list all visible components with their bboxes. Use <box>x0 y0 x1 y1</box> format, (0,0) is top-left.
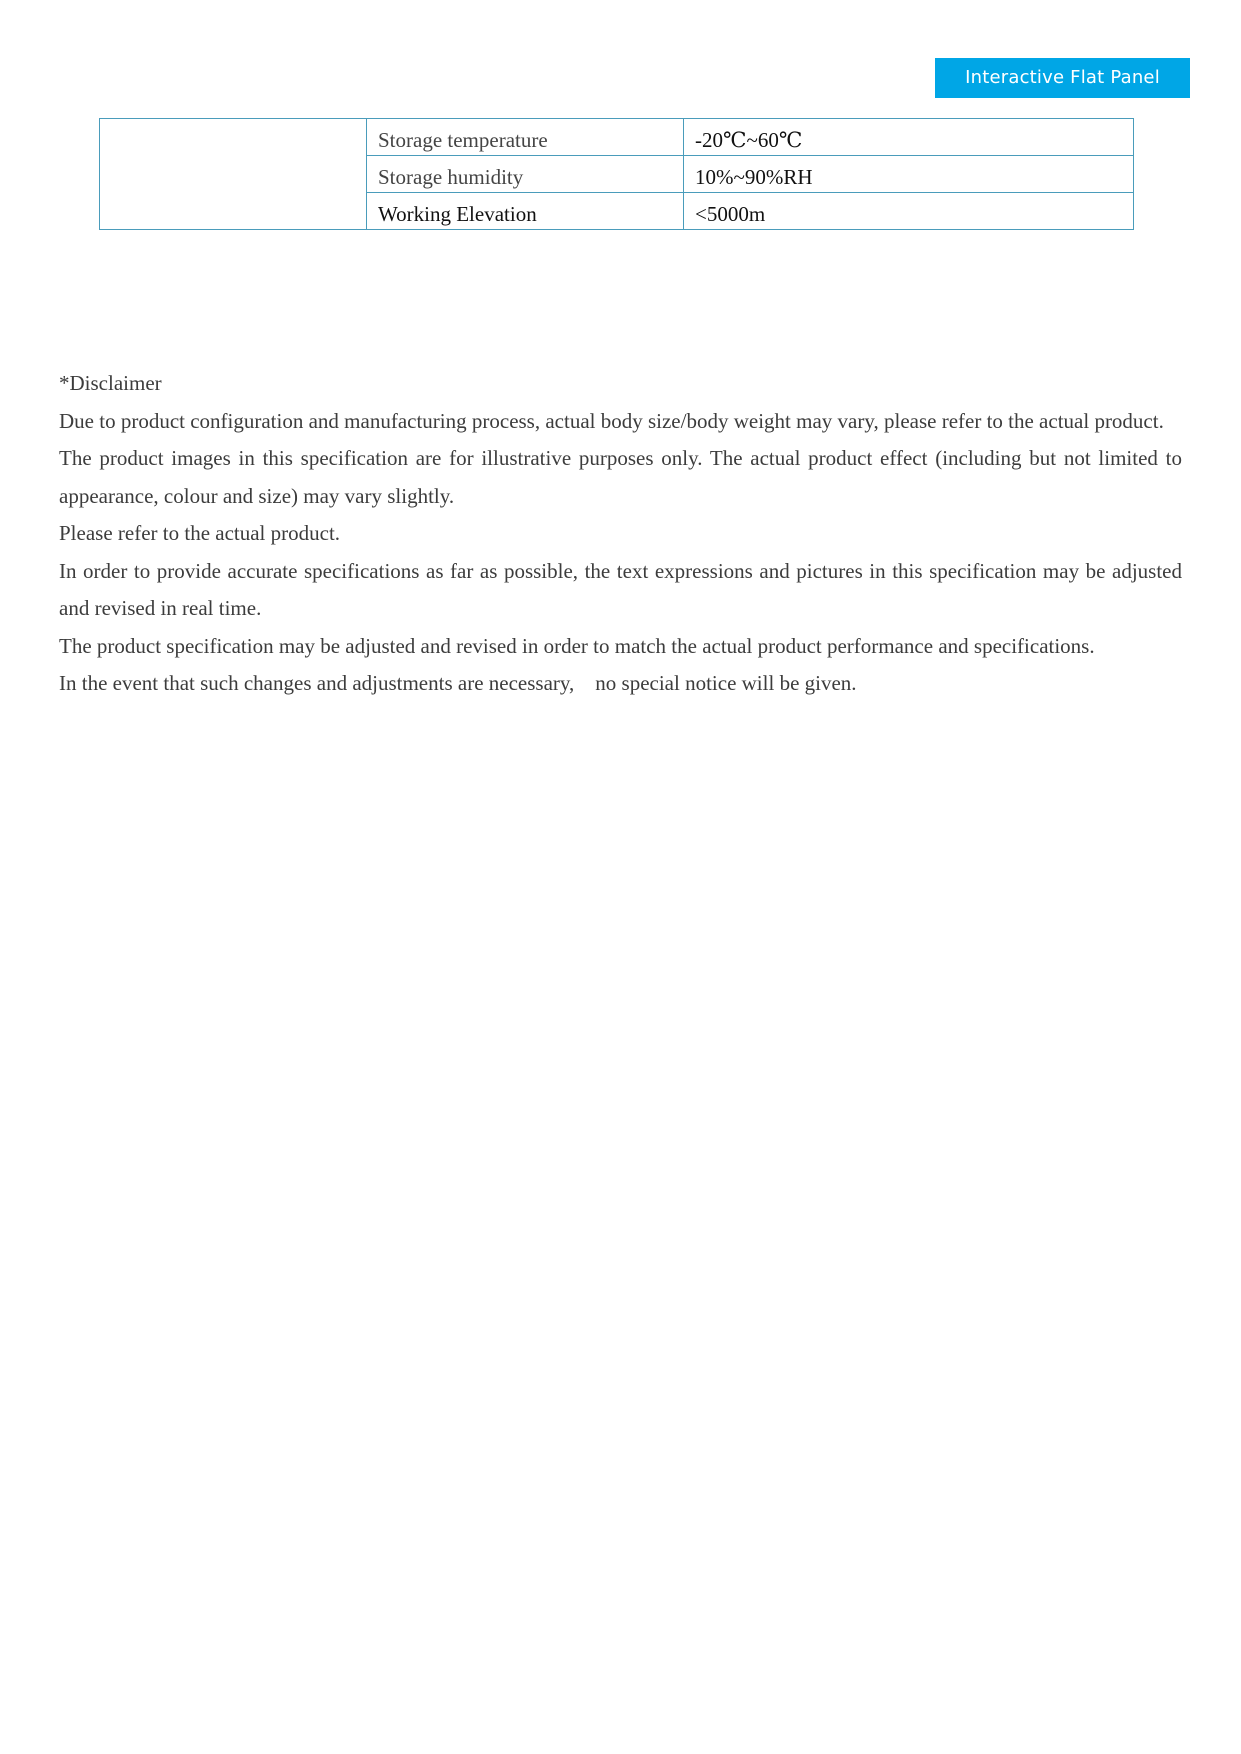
disclaimer-paragraph: Please refer to the actual product. <box>59 521 341 545</box>
spec-value: -20℃~60℃ <box>684 119 1134 156</box>
spec-label: Storage humidity <box>367 156 684 193</box>
document-header-tab: Interactive Flat Panel <box>935 58 1190 98</box>
spec-value: 10%~90%RH <box>684 156 1134 193</box>
disclaimer-paragraph: In the event that such changes and adjustments are necessary, no special notice will be given. <box>59 671 857 695</box>
spec-group-cell <box>100 119 367 230</box>
disclaimer-paragraph: The product specification may be adjusted and revised in order to match the actual product performance and specifications. <box>59 633 1095 658</box>
disclaimer-paragraph: Due to product configuration and manufacturing process, actual body size/body weight may vary, please refer to the actual product. <box>59 408 1164 433</box>
spec-value: <5000m <box>684 193 1134 230</box>
table-row <box>100 119 1134 156</box>
spec-label: Storage temperature <box>367 119 684 156</box>
disclaimer-section <box>59 365 1182 703</box>
disclaimer-title: *Disclaimer <box>59 371 162 395</box>
disclaimer-paragraph: The product images in this specification are for illustrative purposes only. The actual product effect (including but not limited to appearance, colour and size) may vary slightly. <box>59 446 1182 508</box>
spec-label: Working Elevation <box>367 193 684 230</box>
spec-table <box>99 118 1134 230</box>
disclaimer-paragraph: In order to provide accurate specifications as far as possible, the text expressions and pictures in this specification may be adjusted and revised in real time. <box>59 558 1182 620</box>
